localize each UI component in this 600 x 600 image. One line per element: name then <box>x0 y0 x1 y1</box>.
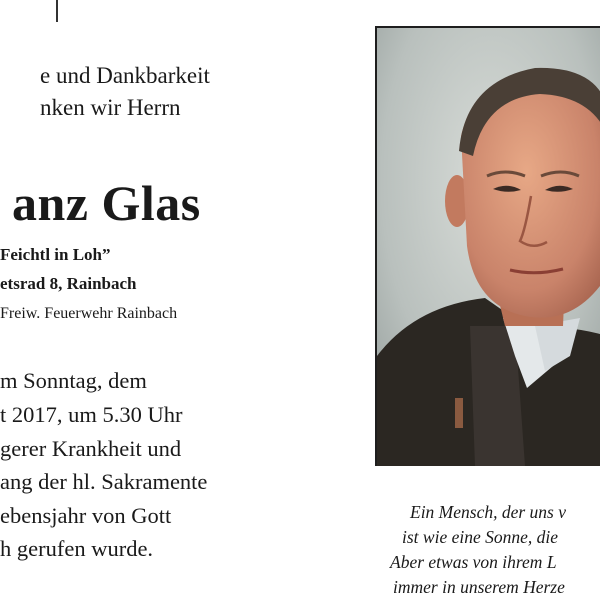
portrait-illustration <box>375 26 600 466</box>
announcement-line-1: m Sonntag, dem <box>0 368 147 393</box>
announcement-line-6: h gerufen wurde. <box>0 536 154 561</box>
announcement-line-3: gerer Krankheit und <box>0 436 182 461</box>
quote-line-3: Aber etwas von ihrem L <box>390 552 557 572</box>
deceased-name: anz Glas <box>12 175 201 231</box>
deceased-membership: Freiw. Feuerwehr Rainbach <box>0 305 178 322</box>
quote-line-2: ist wie eine Sonne, die <box>402 527 559 547</box>
intro-line-2: nken wir Herrn <box>40 95 181 120</box>
announcement-line-4: ang der hl. Sakramente <box>0 469 208 494</box>
top-divider-line <box>56 0 58 22</box>
quote-line-1: Ein Mensch, der uns v <box>410 502 567 522</box>
announcement-line-2: t 2017, um 5.30 Uhr <box>0 402 183 427</box>
deceased-nickname: Feichtl in Loh” <box>0 245 111 264</box>
quote-line-4: immer in unserem Herze <box>393 577 565 597</box>
intro-line-1: e und Dankbarkeit <box>40 63 210 88</box>
announcement-line-5: ebensjahr von Gott <box>0 503 172 528</box>
deceased-address: etsrad 8, Rainbach <box>0 274 137 293</box>
portrait-photo <box>375 26 600 466</box>
